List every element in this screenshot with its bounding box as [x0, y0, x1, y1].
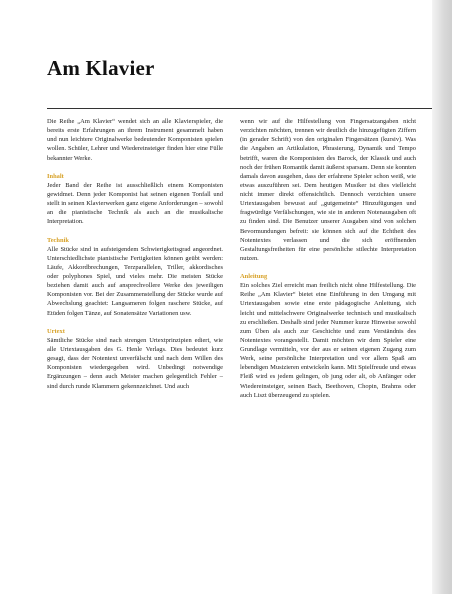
intro-paragraph: Die Reihe „Am Klavier“ wendet sich an alle Klavierspieler, die bereits erste Erfahrungen an ihrem Instrument gesammelt haben und nun leichtere Originalwerke bedeutender Komponisten spielen wollen. Schüler, Lehrer und Wiedereinsteiger finden hier eine Fülle bekannter Werke.: [47, 118, 223, 162]
urtext-heading: Urtext: [47, 327, 65, 335]
left-column: [47, 117, 223, 400]
urtext-continuation-paragraph: wenn wir auf die Hilfestellung von Fingersatzangaben nicht verzichten möchten, trennen wir deutlich die hinzugefügten Ziffern (in gerader Schrift) von den originalen Fingersätzen (kursiv). Was die Angaben an Artikulation, Phrasierung, Dynamik und Tempo betrifft, waren die Komponisten des Barock, der Klassik und auch noch der frühen Romantik damit äußerst sparsam. Denn sie konnten damals davon ausgehen, dass der erfahrene Spieler schon weiß, wie etwas auszuführen sei. Dem heutigen Musiker ist dies vielleicht nicht immer direkt offensichtlich. Dennoch verzichten unsere Urtextausgaben bewusst auf „gutgemeinte“ Hinzufügungen und fragwürdige Verfälschungen, wie sie in anderen Notenausgaben oft zu finden sind. Die Benutzer unserer Ausgaben sind von solchen Bevormundungen befreit: sie können sich auf die Echtheit des Notentextes verlassen und die sich eröffnenden Gestaltungsfreiheiten für eine persönliche stilechte Interpretation nutzen.: [240, 118, 416, 262]
inhalt-paragraph: Jeder Band der Reihe ist ausschließlich einem Komponisten gewidmet. Denn jeder Komponist hat seinen eigenen Tonfall und stellt in seinen Klavierwerken ganz eigene Anforderungen – sowohl an die pianistische Technik als auch an die musikalische Interpretation.: [47, 181, 223, 226]
urtext-paragraph: Sämtliche Stücke sind nach strengen Urtextprinzipien ediert, wie alle Urtextausgaben des G. Henle Verlags. Dies bedeutet kurz gesagt, dass der Notentext unverfälscht und nach dem Willen des Komponisten wiedergegeben wird. Unbedingt notwendige Ergänzungen – denn auch Meister machen gelegentlich Fehler – sind durch runde Klammern gekennzeichnet. Und auch: [47, 336, 223, 390]
anleitung-heading: Anleitung: [240, 273, 268, 281]
right-column: [240, 117, 416, 409]
inhalt-heading: Inhalt: [47, 172, 64, 180]
page-title: Am Klavier: [47, 56, 155, 80]
title-rule: [47, 108, 440, 109]
anleitung-paragraph: Ein solches Ziel erreicht man freilich nicht ohne Hilfestellung. Die Reihe „Am Klavier“ bietet eine Einführung in den Umgang mit Urtextausgaben sowie eine erste pädagogische Anleitung, sich leicht und mittelschwere Originalwerke technisch und musikalisch zu erschließen. Deshalb sind jeder Nummer kurze Hinweise sowohl zum Üben als auch zur Geschichte und zum Verständnis des Notentextes vorangestellt. Damit möchten wir dem Spieler eine Grundlage vermitteln, vor der aus er seinen eigenen Zugang zum Werk, seine persönliche Interpretation und vor allem Spaß am lebendigen Musizieren entwickeln kann. Mit Spielfreude und etwas Fleiß wird es jedem gelingen, ob jung oder alt, ob Anfänger oder Wiedereinsteiger, seinen Bach, Beethoven, Chopin, Brahms oder auch Liszt überzeugend zu spielen.: [240, 282, 416, 399]
page-edge-shadow: [432, 0, 452, 594]
technik-heading: Technik: [47, 236, 69, 244]
technik-paragraph: Alle Stücke sind in aufsteigendem Schwierigkeitsgrad angeordnet. Unterschiedlichste pianistische Fertigkeiten können geübt werden: Läufe, Akkordbrechungen, Terzparallelen, Triller, akkordisches oder polyphones Spiel, und vieles mehr. Die meisten Stücke beziehen damit auch auf ansprechvollere Werke des jeweiligen Komponisten vor. Bei der Zusammenstellung der Stücke wurde auf Abwechslung geachtet: Langsameren folgen raschere Stücke, auf Etüden folgen Tänze, auf Sonatensätze Variationen usw.: [47, 245, 223, 317]
